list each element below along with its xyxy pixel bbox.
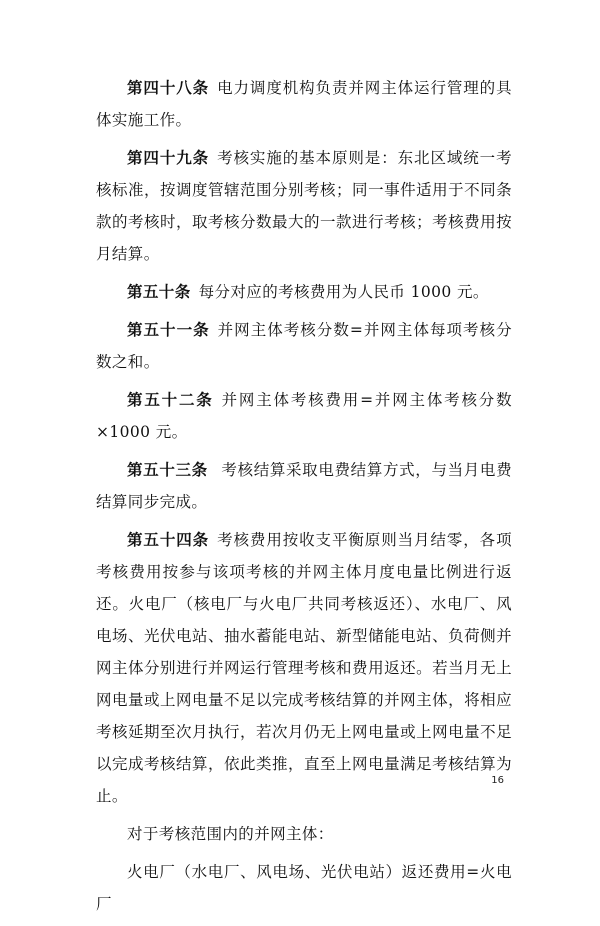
article-number: 第四十九条 bbox=[127, 148, 210, 167]
article-number: 第五十一条 bbox=[127, 320, 210, 339]
article-text: 电力调度机构负责并网主体运行管理的具体实施工作。 bbox=[96, 79, 512, 129]
article-text: 考核结算采取电费结算方式，与当月电费结算同步完成。 bbox=[96, 461, 512, 511]
article-51 bbox=[96, 314, 512, 378]
article-number: 第五十三条 bbox=[127, 460, 208, 479]
article-52 bbox=[96, 384, 512, 448]
article-54 bbox=[96, 524, 512, 812]
document-body bbox=[96, 72, 512, 926]
article-text: 考核实施的基本原则是：东北区域统一考核标准，按调度管辖范围分别考核；同一事件适用于不同条款的考核时，取考核分数最大的一款进行考核；考核费用按月结算。 bbox=[96, 149, 512, 263]
article-number: 第五十条 bbox=[127, 282, 191, 301]
paragraph-formula: 火电厂（水电厂、风电场、光伏电站）返还费用=火电厂 bbox=[96, 863, 512, 913]
article-text: 并网主体考核费用=并网主体考核分数×1000 元。 bbox=[96, 391, 512, 441]
article-number: 第五十四条 bbox=[127, 530, 210, 549]
page-number: 16 bbox=[491, 775, 504, 786]
article-number: 第五十二条 bbox=[127, 390, 214, 409]
article-49 bbox=[96, 142, 512, 270]
article-text: 每分对应的考核费用为人民币 1000 元。 bbox=[198, 283, 489, 301]
article-50 bbox=[96, 276, 512, 308]
article-text: 考核费用按收支平衡原则当月结零，各项考核费用按参与该项考核的并网主体月度电量比例进行返还。火电厂（核电厂与火电厂共同考核返还）、水电厂、风电场、光伏电站、抽水蓄能电站、新型储能电站、负荷侧并网主体分别进行并网运行管理考核和费用返还。若当月无上网电量或上网电量不足以完成考核结算的并网主体，将相应考核延期至次月执行，若次月仍无上网电量或上网电量不足以完成考核结算，依此类推，直至上网电量满足考核结算为止。 bbox=[96, 531, 512, 805]
article-48 bbox=[96, 72, 512, 136]
article-number: 第四十八条 bbox=[127, 78, 210, 97]
article-53 bbox=[96, 454, 512, 518]
paragraph-scope: 对于考核范围内的并网主体： bbox=[127, 825, 334, 843]
article-text: 并网主体考核分数=并网主体每项考核分数之和。 bbox=[96, 321, 512, 371]
